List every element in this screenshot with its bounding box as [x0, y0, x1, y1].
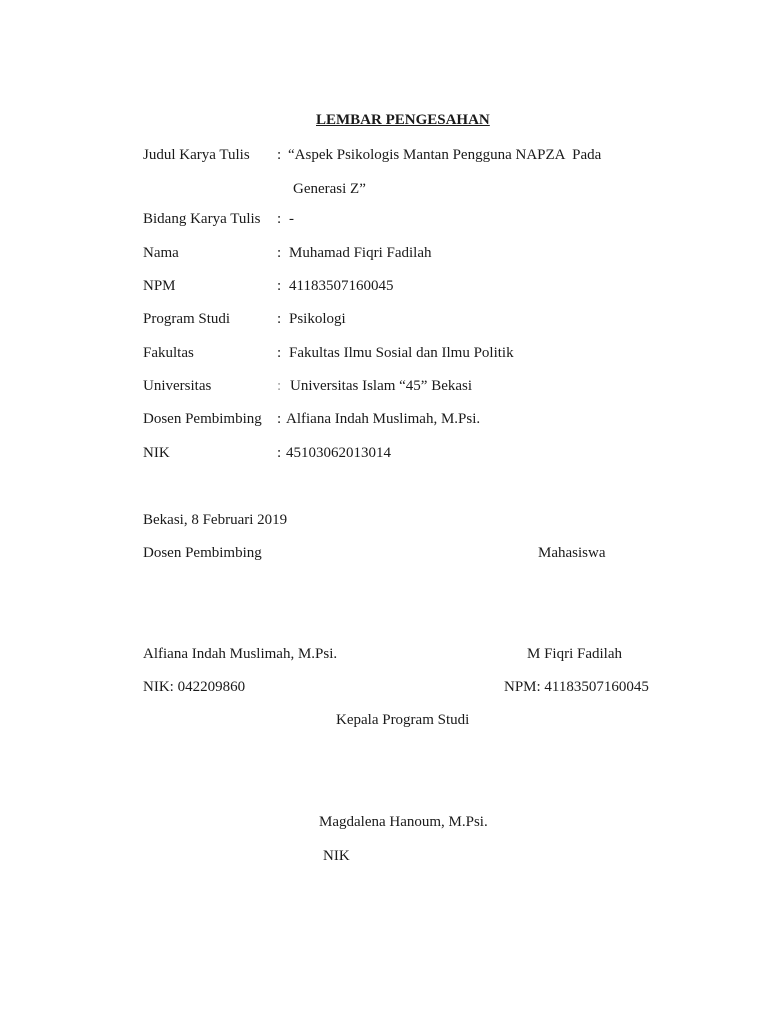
field-label-nik: NIK — [143, 445, 170, 461]
field-value-nik: 45103062013014 — [286, 445, 391, 461]
student-name: M Fiqri Fadilah — [527, 646, 623, 662]
field-value-judul-cont: Generasi Z” — [293, 181, 366, 197]
head-name: Magdalena Hanoum, M.Psi. — [319, 814, 488, 830]
field-value-bidang: - — [289, 211, 294, 227]
field-value-npm: 41183507160045 — [289, 278, 394, 294]
field-colon: : — [277, 278, 282, 294]
field-colon: : — [277, 345, 282, 361]
document-title: LEMBAR PENGESAHAN — [316, 112, 490, 128]
field-label-universitas: Universitas — [143, 378, 212, 394]
head-role: Kepala Program Studi — [336, 712, 470, 728]
field-value-dosen: Alfiana Indah Muslimah, M.Psi. — [286, 411, 481, 427]
field-label-npm: NPM — [143, 278, 176, 294]
field-value-prodi: Psikologi — [289, 311, 346, 327]
field-label-judul: Judul Karya Tulis — [143, 147, 250, 163]
field-value-judul: “Aspek Psikologis Mantan Pengguna NAPZA Pada — [288, 147, 602, 163]
advisor-role: Dosen Pembimbing — [143, 545, 262, 561]
field-colon: : — [277, 411, 282, 427]
field-label-fakultas: Fakultas — [143, 345, 194, 361]
student-id: NPM: 41183507160045 — [504, 679, 649, 695]
field-label-nama: Nama — [143, 245, 179, 261]
student-role: Mahasiswa — [538, 545, 606, 561]
field-value-universitas: Universitas Islam “45” Bekasi — [290, 378, 473, 394]
place-date: Bekasi, 8 Februari 2019 — [143, 512, 288, 528]
field-colon: : — [277, 378, 282, 394]
field-colon: : — [277, 311, 282, 327]
field-value-nama: Muhamad Fiqri Fadilah — [289, 245, 432, 261]
advisor-name: Alfiana Indah Muslimah, M.Psi. — [143, 646, 338, 662]
head-id: NIK — [323, 848, 350, 864]
field-colon: : — [277, 147, 282, 163]
field-colon: : — [277, 211, 282, 227]
advisor-id: NIK: 042209860 — [143, 679, 246, 695]
field-label-prodi: Program Studi — [143, 311, 231, 327]
field-label-bidang: Bidang Karya Tulis — [143, 211, 261, 227]
field-colon: : — [277, 445, 282, 461]
field-label-dosen: Dosen Pembimbing — [143, 411, 262, 427]
field-colon: : — [277, 245, 282, 261]
field-value-fakultas: Fakultas Ilmu Sosial dan Ilmu Politik — [289, 345, 514, 361]
